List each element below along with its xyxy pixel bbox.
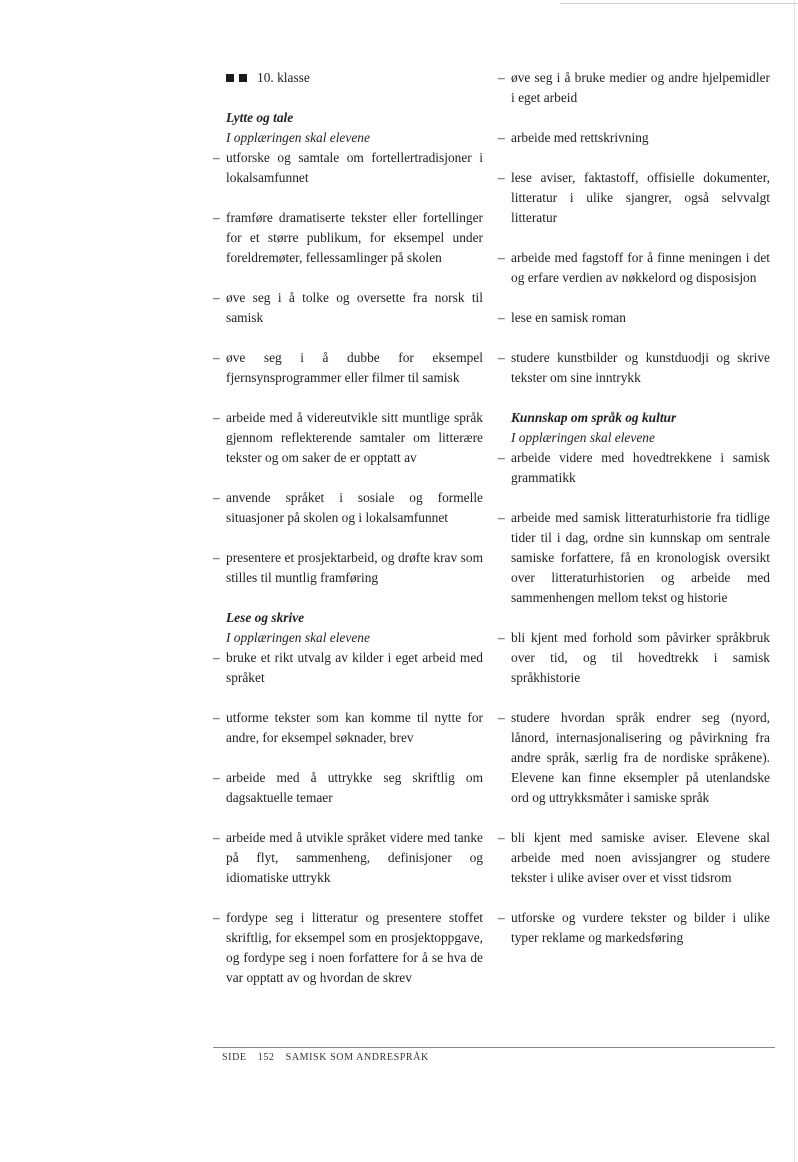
section-subheading: I opplæringen skal elevene (511, 430, 655, 445)
section-heading: Lese og skrive (226, 610, 305, 625)
item-list (213, 148, 483, 588)
list-item: – utforske og vurdere tekster og bilder i ulike typer reklame og markedsføring (498, 908, 770, 948)
list-item: – utforme tekster som kan komme til nytte for andre, for eksempel søknader, brev (213, 708, 483, 748)
top-edge-line (560, 3, 798, 4)
grade-header (226, 68, 483, 88)
item-list (498, 68, 770, 388)
list-item: – arbeide med å utvikle språket videre med tanke på flyt, sammenheng, definisjoner og idiomatiske uttrykk (213, 828, 483, 888)
section-heading: Kunnskap om språk og kultur (511, 410, 677, 425)
list-item: – arbeide videre med hovedtrekkene i samisk grammatikk (498, 448, 770, 488)
list-item: – studere kunstbilder og kunstduodji og skrive tekster om sine inntrykk (498, 348, 770, 388)
list-item: – øve seg i å tolke og oversette fra norsk til samisk (213, 288, 483, 328)
section-heading: Lytte og tale (226, 110, 294, 125)
right-edge-line (794, 0, 795, 1162)
list-item: – arbeide med fagstoff for å finne meningen i det og erfare verdien av nøkkelord og disposisjon (498, 248, 770, 288)
grade-label: 10. klasse (257, 70, 310, 85)
section-lese-og-skrive (213, 608, 483, 988)
section-subheading: I opplæringen skal elevene (226, 130, 370, 145)
item-list (498, 448, 770, 948)
square-bullet-icon (239, 74, 247, 82)
list-item: – lese en samisk roman (498, 308, 770, 328)
list-item: – arbeide med samisk litteraturhistorie fra tidlige tider til i dag, ordne sin kunnskap om sentrale samiske forfattere, få en kronologisk oversikt over litteraturhistorien og arbeide med sammenhengen mellom tekst og historie (498, 508, 770, 608)
list-item: – utforske og samtale om fortellertradisjoner i lokalsamfunnet (213, 148, 483, 188)
list-item: – fordype seg i litteratur og presentere stoffet skriftlig, for eksempel som en prosjektoppgave, og fordype seg i noen forfattere for å se hva de var opptatt av og hvordan de skrev (213, 908, 483, 988)
page-number: 152 (257, 1052, 275, 1063)
section-subheading: I opplæringen skal elevene (226, 630, 370, 645)
list-item: – lese aviser, faktastoff, offisielle dokumenter, litteratur i ulike sjangrer, også selvvalgt litteratur (498, 168, 770, 228)
item-list (213, 648, 483, 988)
list-item: – framføre dramatiserte tekster eller fortellinger for et større publikum, for eksempel under foreldremøter, fellessamlinger på skolen (213, 208, 483, 268)
section-lytte-og-tale (213, 108, 483, 588)
list-item: – arbeide med å uttrykke seg skriftlig om dagsaktuelle temaer (213, 768, 483, 808)
list-item: – bruke et rikt utvalg av kilder i eget arbeid med språket (213, 648, 483, 688)
list-item: – arbeide med rettskrivning (498, 128, 770, 148)
left-column (213, 68, 483, 1008)
list-item: – studere hvordan språk endrer seg (nyord, lånord, internasjonalisering og påvirkning fra andre språk, særlig fra de nordiske språkene). Elevene kan finne eksempler på utenlandske ord og uttrykksmåter i samiske språk (498, 708, 770, 808)
list-item: – bli kjent med forhold som påvirker språkbruk over tid, og til hovedtrekk i samisk språkhistorie (498, 628, 770, 688)
right-column (498, 68, 770, 968)
list-item: – arbeide med å videreutvikle sitt muntlige språk gjennom reflekterende samtaler om litterære tekster og om saker de er opptatt av (213, 408, 483, 468)
list-item: – presentere et prosjektarbeid, og drøfte krav som stilles til muntlig framføring (213, 548, 483, 588)
footer-side-label: SIDE (222, 1052, 247, 1063)
list-item: – øve seg i å bruke medier og andre hjelpemidler i eget arbeid (498, 68, 770, 108)
section-kunnskap-om-sprak-og-kultur (498, 408, 770, 948)
list-item: – bli kjent med samiske aviser. Elevene skal arbeide med noen avissjangrer og studere tekster i ulike aviser over et visst tidsrom (498, 828, 770, 888)
square-bullet-icon (226, 74, 234, 82)
footer-title: SAMISK SOM ANDRESPRÅK (285, 1052, 429, 1063)
page-footer (222, 1052, 437, 1063)
list-item: – anvende språket i sosiale og formelle situasjoner på skolen og i lokalsamfunnet (213, 488, 483, 528)
footer-rule (213, 1047, 775, 1048)
list-item: – øve seg i å dubbe for eksempel fjernsynsprogrammer eller filmer til samisk (213, 348, 483, 388)
